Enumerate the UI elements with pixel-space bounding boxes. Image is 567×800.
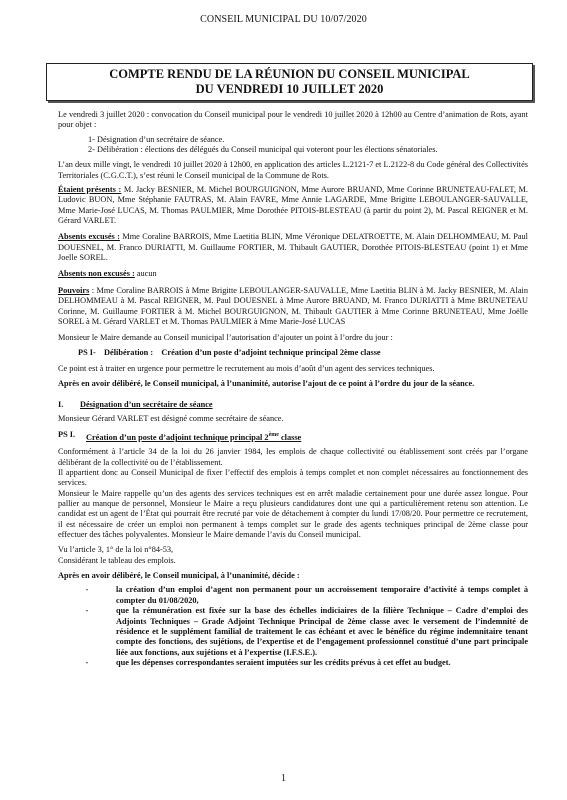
intro-paragraph: Le vendredi 3 juillet 2020 : convocation du Conseil municipal pour le vendredi 10 juillet 2020 à 12h00 au Centre d’animation de Rots, ayant pour objet :: [58, 110, 528, 130]
section-ps1-number: PS I.: [58, 430, 76, 440]
presents-label: Étaient présents :: [58, 185, 122, 195]
page-number: 1: [281, 773, 286, 784]
bullet-dash: -: [85, 585, 89, 595]
non-excuses-label: Absents non excusés :: [58, 269, 135, 279]
section-ps1-title-end: classe: [278, 433, 302, 443]
document-title-line2: DU VENDREDI 10 JUILLET 2020: [195, 82, 384, 96]
ps1-paragraph-2: Il appartient donc au Conseil Municipal de fixer l’effectif des emplois à temps complet et non complet nécessaires au fonctionnement des services.: [58, 468, 528, 488]
document-title-line1: COMPTE RENDU DE LA RÉUNION DU CONSEIL MUNICIPAL: [109, 67, 470, 81]
excuses-label: Absents excusés :: [58, 232, 120, 242]
section-1-number: I.: [58, 399, 64, 409]
presents-list: M. Jacky BESNIER, M. Michel BOURGUIGNON, Mme Aurore BRUAND, Mme Corinne BRUNETEAU-FALET, M. Ludovic BUON, Mme Stéphanie FAUTRAS, M. Alain FAVRE, Mme Annie LAGARDE, Mme Brigitte LEBOULANGER-SAUVALLE, Mme Marie-José LUCAS, M. Thomas PAULMIER, Mme Dorothée PITOIS-BLESTEAU (à partir du point 2), M. Pascal REIGNER et M. Gérard VARLET.: [58, 185, 529, 226]
agenda-item-2: 2- Délibération : élections des délégués du Conseil municipal qui voteront pour les élections sénatoriales.: [88, 145, 438, 155]
section-1-text: Monsieur Gérard VARLET est désigné comme secrétaire de séance.: [58, 413, 284, 423]
ps1-vu: Vu l’article 3, 1° de la loi n°84-53,: [58, 545, 174, 555]
ps1-decide: Après en avoir délibéré, le Conseil municipal, à l’unanimité, décide :: [58, 571, 300, 581]
non-excuses-paragraph: [58, 269, 528, 279]
section-ps1-heading: [58, 430, 528, 443]
page-header: CONSEIL MUNICIPAL DU 10/07/2020: [200, 14, 367, 25]
section-1-title: Désignation d’un secrétaire de séance: [80, 399, 213, 409]
document-body: [58, 110, 528, 668]
pouvoirs-label: Pouvoirs: [58, 285, 90, 295]
ps1-announcement: PS I- Délibération : Création d’un poste d’adjoint technique principal 2ème classe: [78, 347, 381, 357]
bullet-dash: -: [85, 606, 89, 616]
ajout-point-paragraph: Monsieur le Maire demande au Conseil municipal l’autorisation d’ajouter un point à l’ordre du jour :: [58, 333, 393, 343]
decision-bullet-text: que les dépenses correspondantes seraient imputées sur les crédits prévus à cet effet au budget.: [116, 657, 451, 667]
excuses-list: Mme Coraline BARROIS, Mme Laetitia BLIN, Mme Véronique DELATROETTE, M. Alain DELHOMMEAU, M. Paul DOUESNEL, M. Franco DURIATTI, M. Guillaume FORTIER, M. Thibault GAUTIER, Dorothée PITOIS-BLESTEAU (point 1) et Mme Joelle SOREL.: [58, 232, 528, 263]
pouvoirs-list: : Mme Coraline BARROIS à Mme Brigitte LEBOULANGER-SAUVALLE, Mme Laetitia BLIN à M. Jacky BESNIER, M. Alain DELHOMMEAU à M. Pascal REIGNER, M. Paul DOUESNEL à Mme Aurore BRUAND, M. Franco DURIATTI à Mme BRUNETEAU Corinne, M. Guillaume FORTIER à M. Michel BOURGUIGNON, M. Thibault GAUTIER à Mme Corinne BRUNETEAU, Mme Joëlle SOREL à M. Gérard VARLET et M. Thomas PAULMIER à Mme Marie-José LUCAS: [58, 285, 528, 326]
ps1-paragraph-1: Conformément à l’article 34 de la loi du 26 janvier 1984, les emplois de chaque collectivité ou établissement sont créés par l’organe délibérant de la collectivité ou de l’établissement.: [58, 447, 528, 467]
urgence-paragraph: Ce point est à traiter en urgence pour permettre le recrutement au mois d’août d’un agent des services techniques.: [58, 363, 435, 373]
document-title-box: [46, 63, 533, 101]
non-excuses-value: aucun: [134, 269, 157, 279]
decision-ajout-paragraph: Après en avoir délibéré, le Conseil municipal, à l’unanimité, autorise l’ajout de ce point à l’ordre du jour de la séance.: [58, 379, 475, 389]
opening-paragraph: L’an deux mille vingt, le vendredi 10 juillet 2020 à 12h00, en application des articles L.2121-7 et L.2122-8 du Code général des Collectivités Territoriales (C.G.C.T.), s’est réuni le Conseil municipal de la Commune de Rots.: [58, 160, 528, 180]
presents-paragraph: [58, 185, 528, 226]
decision-bullet-text: la création d’un emploi d’agent non permanent pour un accroissement temporaire d’activité à temps complet à compter du 01/08/2020,: [116, 585, 528, 605]
bullet-dash: -: [85, 657, 89, 667]
section-ps1-title-text: Création d’un poste d’adjoint technique principal 2: [86, 433, 269, 443]
decision-bullet-text: que la rémunération est fixée sur la base des échelles indiciaires de la filière Technique – Cadre d’emploi des Adjoints Techniques – Grade Adjoint Technique Principal de 2ème classe avec le versement de l’indemnité de résidence et le supplément familial de traitement le cas échéant et avec le bénéfice du régime indemnitaire tenant compte des fonctions, des sujétions, de l’expertise et de l’engagement professionnel constitué d’une part principale liée aux fonctions, aux sujétions et à l’expertise (I.F.S.E.).: [116, 606, 528, 657]
decision-bullet: [58, 585, 528, 606]
decision-bullet: [58, 658, 528, 668]
section-1-heading: [58, 400, 528, 410]
ps1-considerant: Considérant le tableau des emplois.: [58, 555, 176, 565]
pouvoirs-paragraph: [58, 286, 528, 327]
agenda-item-1: 1- Désignation d’un secrétaire de séance.: [88, 134, 225, 144]
excuses-paragraph: [58, 232, 528, 263]
section-ps1-title-sup: ème: [268, 432, 279, 439]
decision-bullet: [58, 606, 528, 658]
ps1-paragraph-3: Monsieur le Maire rappelle qu’un des agents des services techniques est en arrêt maladie certainement pour une durée assez longue. Pour pallier au manque de personnel, Monsieur le Maire a reçu plusieurs candidatures dont une qui a particulièrement retenu son attention. Le candidat est un agent de l’État qui pourrait être recruté par voie de détachement à compter du lundi 17/08/20. Pour permettre ce recrutement, il est nécessaire de créer un emploi non permanent à temps complet sur le grade des agents techniques principal de 2ème classe pour effectuer des tâches polyvalentes. Monsieur le Maire demande l’avis du Conseil municipal.: [58, 488, 528, 540]
section-ps1-title: [86, 430, 301, 443]
